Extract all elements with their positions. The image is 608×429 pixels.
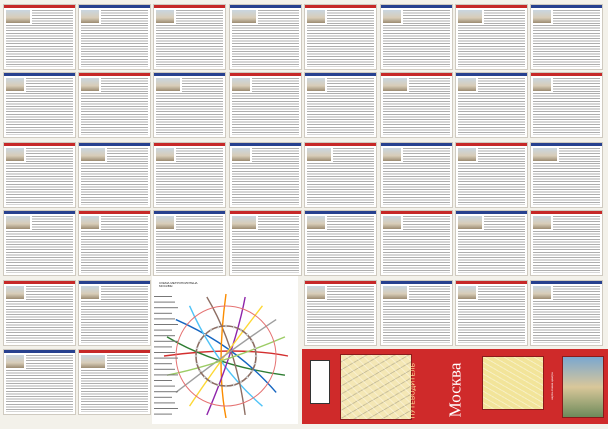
article-text-block xyxy=(484,10,525,24)
article-panel xyxy=(78,280,151,346)
article-photo xyxy=(307,286,325,299)
metro-legend-line xyxy=(154,335,175,336)
article-panel xyxy=(530,142,603,208)
metro-legend-line xyxy=(154,397,172,398)
article-text-block xyxy=(478,78,525,92)
article-header-bar xyxy=(456,143,527,146)
article-text-block xyxy=(553,10,600,24)
article-body-text xyxy=(81,93,148,135)
article-photo xyxy=(81,216,99,229)
article-header-bar xyxy=(305,143,376,146)
article-photo xyxy=(81,148,105,161)
article-panel xyxy=(455,280,528,346)
article-header-bar xyxy=(381,281,452,284)
cover-tag: карта-схема центра xyxy=(550,372,555,400)
article-panel xyxy=(530,210,603,276)
article-panel xyxy=(455,210,528,276)
article-header-bar xyxy=(79,350,150,353)
metro-legend-line xyxy=(154,313,172,314)
article-photo xyxy=(458,148,476,161)
metro-line xyxy=(176,320,276,393)
article-photo xyxy=(156,10,174,23)
metro-station xyxy=(233,384,235,386)
metro-legend-line xyxy=(154,369,175,370)
metro-station xyxy=(254,363,256,365)
article-header-bar xyxy=(456,281,527,284)
article-photo xyxy=(6,78,24,91)
article-panel xyxy=(530,4,603,70)
metro-legend-line xyxy=(154,414,172,415)
article-panel xyxy=(530,280,603,346)
article-header-bar xyxy=(381,5,452,8)
metro-legend-line xyxy=(154,358,178,359)
article-header-bar xyxy=(456,211,527,214)
metro-station xyxy=(217,384,219,386)
article-text-block xyxy=(258,216,299,230)
article-panel xyxy=(153,142,226,208)
article-header-bar xyxy=(230,5,301,8)
article-photo xyxy=(383,148,401,161)
article-body-text xyxy=(533,25,600,67)
article-text-block xyxy=(409,78,450,92)
article-header-bar xyxy=(79,5,150,8)
metro-legend-line xyxy=(154,318,175,319)
article-photo xyxy=(307,78,325,91)
cover-tag-wrap xyxy=(546,356,558,416)
cover-subtitle-wrap xyxy=(406,360,420,420)
metro-legend-line xyxy=(154,341,178,342)
article-text-block xyxy=(403,148,450,162)
article-body-text xyxy=(156,25,223,67)
article-text-block xyxy=(478,148,525,162)
article-photo xyxy=(156,148,174,161)
article-panel xyxy=(78,72,151,138)
article-body-text xyxy=(232,93,299,135)
article-photo xyxy=(307,216,325,229)
article-text-block xyxy=(478,286,525,300)
article-header-bar xyxy=(230,73,301,76)
article-body-text xyxy=(81,370,148,412)
article-panel xyxy=(380,142,453,208)
metro-legend-line xyxy=(154,330,172,331)
article-body-text xyxy=(533,93,600,135)
article-text-block xyxy=(403,216,450,230)
article-header-bar xyxy=(154,143,225,146)
article-text-block xyxy=(403,10,450,24)
metro-line xyxy=(167,337,285,375)
article-body-text xyxy=(6,163,73,205)
metro-line xyxy=(207,297,245,415)
article-text-block xyxy=(101,216,148,230)
article-photo xyxy=(458,216,482,229)
article-panel xyxy=(153,4,226,70)
metro-map-title: СХЕМА МЕТРОПОЛИТЕНА МОСКВЫ xyxy=(159,281,198,289)
article-photo xyxy=(383,78,407,91)
article-text-block xyxy=(107,355,148,369)
article-photo xyxy=(156,216,174,229)
article-body-text xyxy=(533,301,600,343)
article-body-text xyxy=(156,231,223,273)
article-header-bar xyxy=(531,5,602,8)
metro-legend-line xyxy=(154,307,178,308)
article-text-block xyxy=(101,286,148,300)
article-body-text xyxy=(383,163,450,205)
article-body-text xyxy=(458,301,525,343)
article-text-block xyxy=(484,216,525,230)
article-photo xyxy=(458,78,476,91)
metro-station xyxy=(204,376,206,378)
article-panel xyxy=(3,349,76,415)
article-header-bar xyxy=(154,73,225,76)
article-photo xyxy=(458,10,482,23)
article-panel xyxy=(304,210,377,276)
article-body-text xyxy=(458,163,525,205)
article-photo xyxy=(81,10,99,23)
cover-badge xyxy=(310,360,330,404)
article-photo xyxy=(6,286,24,299)
metro-station xyxy=(240,329,242,331)
cover-map-inset xyxy=(482,356,544,410)
article-panel xyxy=(229,210,302,276)
article-body-text xyxy=(533,163,600,205)
article-panel xyxy=(455,4,528,70)
metro-legend-line xyxy=(154,352,175,353)
article-text-block xyxy=(553,78,600,92)
article-body-text xyxy=(6,93,73,135)
article-header-bar xyxy=(531,281,602,284)
article-header-bar xyxy=(305,5,376,8)
article-text-block xyxy=(26,148,73,162)
metro-legend-line xyxy=(154,408,178,409)
article-body-text xyxy=(232,231,299,273)
article-text-block xyxy=(252,148,299,162)
article-text-block xyxy=(26,355,73,369)
article-text-block xyxy=(409,286,450,300)
article-panel xyxy=(304,280,377,346)
article-header-bar xyxy=(4,73,75,76)
article-text-block xyxy=(26,286,73,300)
article-text-block xyxy=(327,78,374,92)
article-photo xyxy=(156,78,180,91)
article-body-text xyxy=(232,163,299,205)
article-text-block xyxy=(553,216,600,230)
article-panel xyxy=(380,4,453,70)
article-photo xyxy=(307,148,331,161)
metro-station xyxy=(199,340,201,342)
metro-legend-line xyxy=(154,363,172,364)
cover-photos xyxy=(562,356,604,418)
article-panel xyxy=(304,142,377,208)
metro-station xyxy=(217,326,219,328)
article-photo xyxy=(383,286,407,299)
article-header-bar xyxy=(230,211,301,214)
article-header-bar xyxy=(456,73,527,76)
metro-station xyxy=(204,334,206,336)
article-body-text xyxy=(6,25,73,67)
article-photo xyxy=(232,78,250,91)
article-text-block xyxy=(176,148,223,162)
metro-station xyxy=(196,347,198,349)
article-photo xyxy=(383,10,401,23)
metro-line xyxy=(207,297,245,415)
article-photo xyxy=(81,78,99,91)
article-body-text xyxy=(6,370,73,412)
metro-station xyxy=(233,326,235,328)
cover-title-wrap xyxy=(420,360,490,420)
article-body-text xyxy=(383,25,450,67)
metro-station xyxy=(240,381,242,383)
metro-station xyxy=(195,355,197,357)
article-body-text xyxy=(6,231,73,273)
article-photo xyxy=(383,216,401,229)
article-body-text xyxy=(81,25,148,67)
article-photo xyxy=(307,10,325,23)
metro-legend-line xyxy=(154,380,172,381)
article-body-text xyxy=(307,25,374,67)
article-photo xyxy=(232,216,256,229)
article-panel xyxy=(78,349,151,415)
article-text-block xyxy=(252,78,299,92)
article-panel xyxy=(78,4,151,70)
article-header-bar xyxy=(4,281,75,284)
article-text-block xyxy=(553,286,600,300)
metro-station xyxy=(246,376,248,378)
article-photo xyxy=(81,355,105,368)
article-body-text xyxy=(383,93,450,135)
metro-line xyxy=(167,337,285,375)
article-body-text xyxy=(156,163,223,205)
article-text-block xyxy=(327,216,374,230)
metro-legend-line xyxy=(154,346,172,347)
article-body-text xyxy=(383,301,450,343)
article-photo xyxy=(6,10,30,23)
article-header-bar xyxy=(230,143,301,146)
article-header-bar xyxy=(531,211,602,214)
metro-legend-line xyxy=(154,391,178,392)
article-header-bar xyxy=(79,143,150,146)
article-text-block xyxy=(182,78,223,92)
article-header-bar xyxy=(381,211,452,214)
metro-legend-line xyxy=(154,374,178,375)
article-header-bar xyxy=(531,143,602,146)
article-photo xyxy=(533,10,551,23)
metro-legend-line xyxy=(154,302,175,303)
metro-line xyxy=(190,306,263,406)
article-panel xyxy=(304,4,377,70)
article-panel xyxy=(3,142,76,208)
article-text-block xyxy=(327,10,374,24)
article-text-block xyxy=(258,10,299,24)
metro-station xyxy=(199,370,201,372)
article-body-text xyxy=(307,301,374,343)
article-header-bar xyxy=(4,143,75,146)
article-header-bar xyxy=(79,73,150,76)
article-panel xyxy=(380,72,453,138)
article-panel xyxy=(229,72,302,138)
article-text-block xyxy=(101,78,148,92)
metro-station xyxy=(210,381,212,383)
article-body-text xyxy=(307,93,374,135)
article-text-block xyxy=(101,10,148,24)
article-photo xyxy=(6,355,24,368)
metro-map xyxy=(152,276,298,424)
article-body-text xyxy=(81,301,148,343)
article-header-bar xyxy=(4,5,75,8)
article-body-text xyxy=(156,93,223,135)
article-photo xyxy=(533,78,551,91)
article-header-bar xyxy=(79,211,150,214)
article-body-text xyxy=(307,163,374,205)
article-panel xyxy=(304,72,377,138)
article-header-bar xyxy=(79,281,150,284)
article-photo xyxy=(232,10,256,23)
article-photo xyxy=(533,148,557,161)
article-header-bar xyxy=(531,73,602,76)
article-text-block xyxy=(176,216,223,230)
article-header-bar xyxy=(381,73,452,76)
article-body-text xyxy=(533,231,600,273)
metro-station xyxy=(225,385,227,387)
article-header-bar xyxy=(154,5,225,8)
article-panel xyxy=(3,72,76,138)
cover-title: Москва xyxy=(445,362,464,418)
article-body-text xyxy=(458,231,525,273)
article-panel xyxy=(78,142,151,208)
metro-outer-ring xyxy=(176,306,276,406)
article-body-text xyxy=(307,231,374,273)
article-panel xyxy=(153,72,226,138)
metro-station xyxy=(251,370,253,372)
metro-station xyxy=(246,334,248,336)
article-panel xyxy=(229,4,302,70)
article-body-text xyxy=(458,25,525,67)
article-photo xyxy=(458,286,476,299)
article-panel xyxy=(380,210,453,276)
article-photo xyxy=(81,286,99,299)
article-header-bar xyxy=(456,5,527,8)
metro-station xyxy=(255,355,257,357)
article-text-block xyxy=(32,216,73,230)
article-text-block xyxy=(107,148,148,162)
metro-legend-line xyxy=(154,324,178,325)
metro-legend-line xyxy=(154,402,175,403)
article-header-bar xyxy=(4,211,75,214)
article-header-bar xyxy=(305,281,376,284)
article-panel xyxy=(530,72,603,138)
article-text-block xyxy=(176,10,223,24)
article-header-bar xyxy=(305,73,376,76)
metro-legend-line xyxy=(154,296,172,297)
article-text-block xyxy=(26,78,73,92)
article-photo xyxy=(533,216,551,229)
article-panel xyxy=(78,210,151,276)
article-panel xyxy=(3,4,76,70)
article-photo xyxy=(232,148,250,161)
metro-station xyxy=(196,363,198,365)
article-panel xyxy=(455,72,528,138)
article-photo xyxy=(6,148,24,161)
cover-map-image xyxy=(340,354,412,420)
metro-station xyxy=(251,340,253,342)
article-panel xyxy=(153,210,226,276)
article-panel xyxy=(380,280,453,346)
metro-station xyxy=(210,329,212,331)
article-panel xyxy=(455,142,528,208)
article-body-text xyxy=(81,231,148,273)
article-body-text xyxy=(6,301,73,343)
metro-station xyxy=(225,325,227,327)
metro-station xyxy=(254,347,256,349)
article-body-text xyxy=(458,93,525,135)
article-body-text xyxy=(81,163,148,205)
metro-scheme xyxy=(152,276,298,424)
article-body-text xyxy=(232,25,299,67)
article-header-bar xyxy=(305,211,376,214)
article-photo xyxy=(6,216,30,229)
article-text-block xyxy=(333,148,374,162)
article-header-bar xyxy=(381,143,452,146)
cover-subtitle: ПУТЕВОДИТЕЛЬ xyxy=(409,362,417,418)
article-text-block xyxy=(327,286,374,300)
article-panel xyxy=(3,210,76,276)
article-photo xyxy=(533,286,551,299)
article-panel xyxy=(3,280,76,346)
article-body-text xyxy=(383,231,450,273)
article-text-block xyxy=(32,10,73,24)
metro-legend-line xyxy=(154,386,175,387)
article-panel xyxy=(229,142,302,208)
article-header-bar xyxy=(154,211,225,214)
article-header-bar xyxy=(4,350,75,353)
article-text-block xyxy=(559,148,600,162)
